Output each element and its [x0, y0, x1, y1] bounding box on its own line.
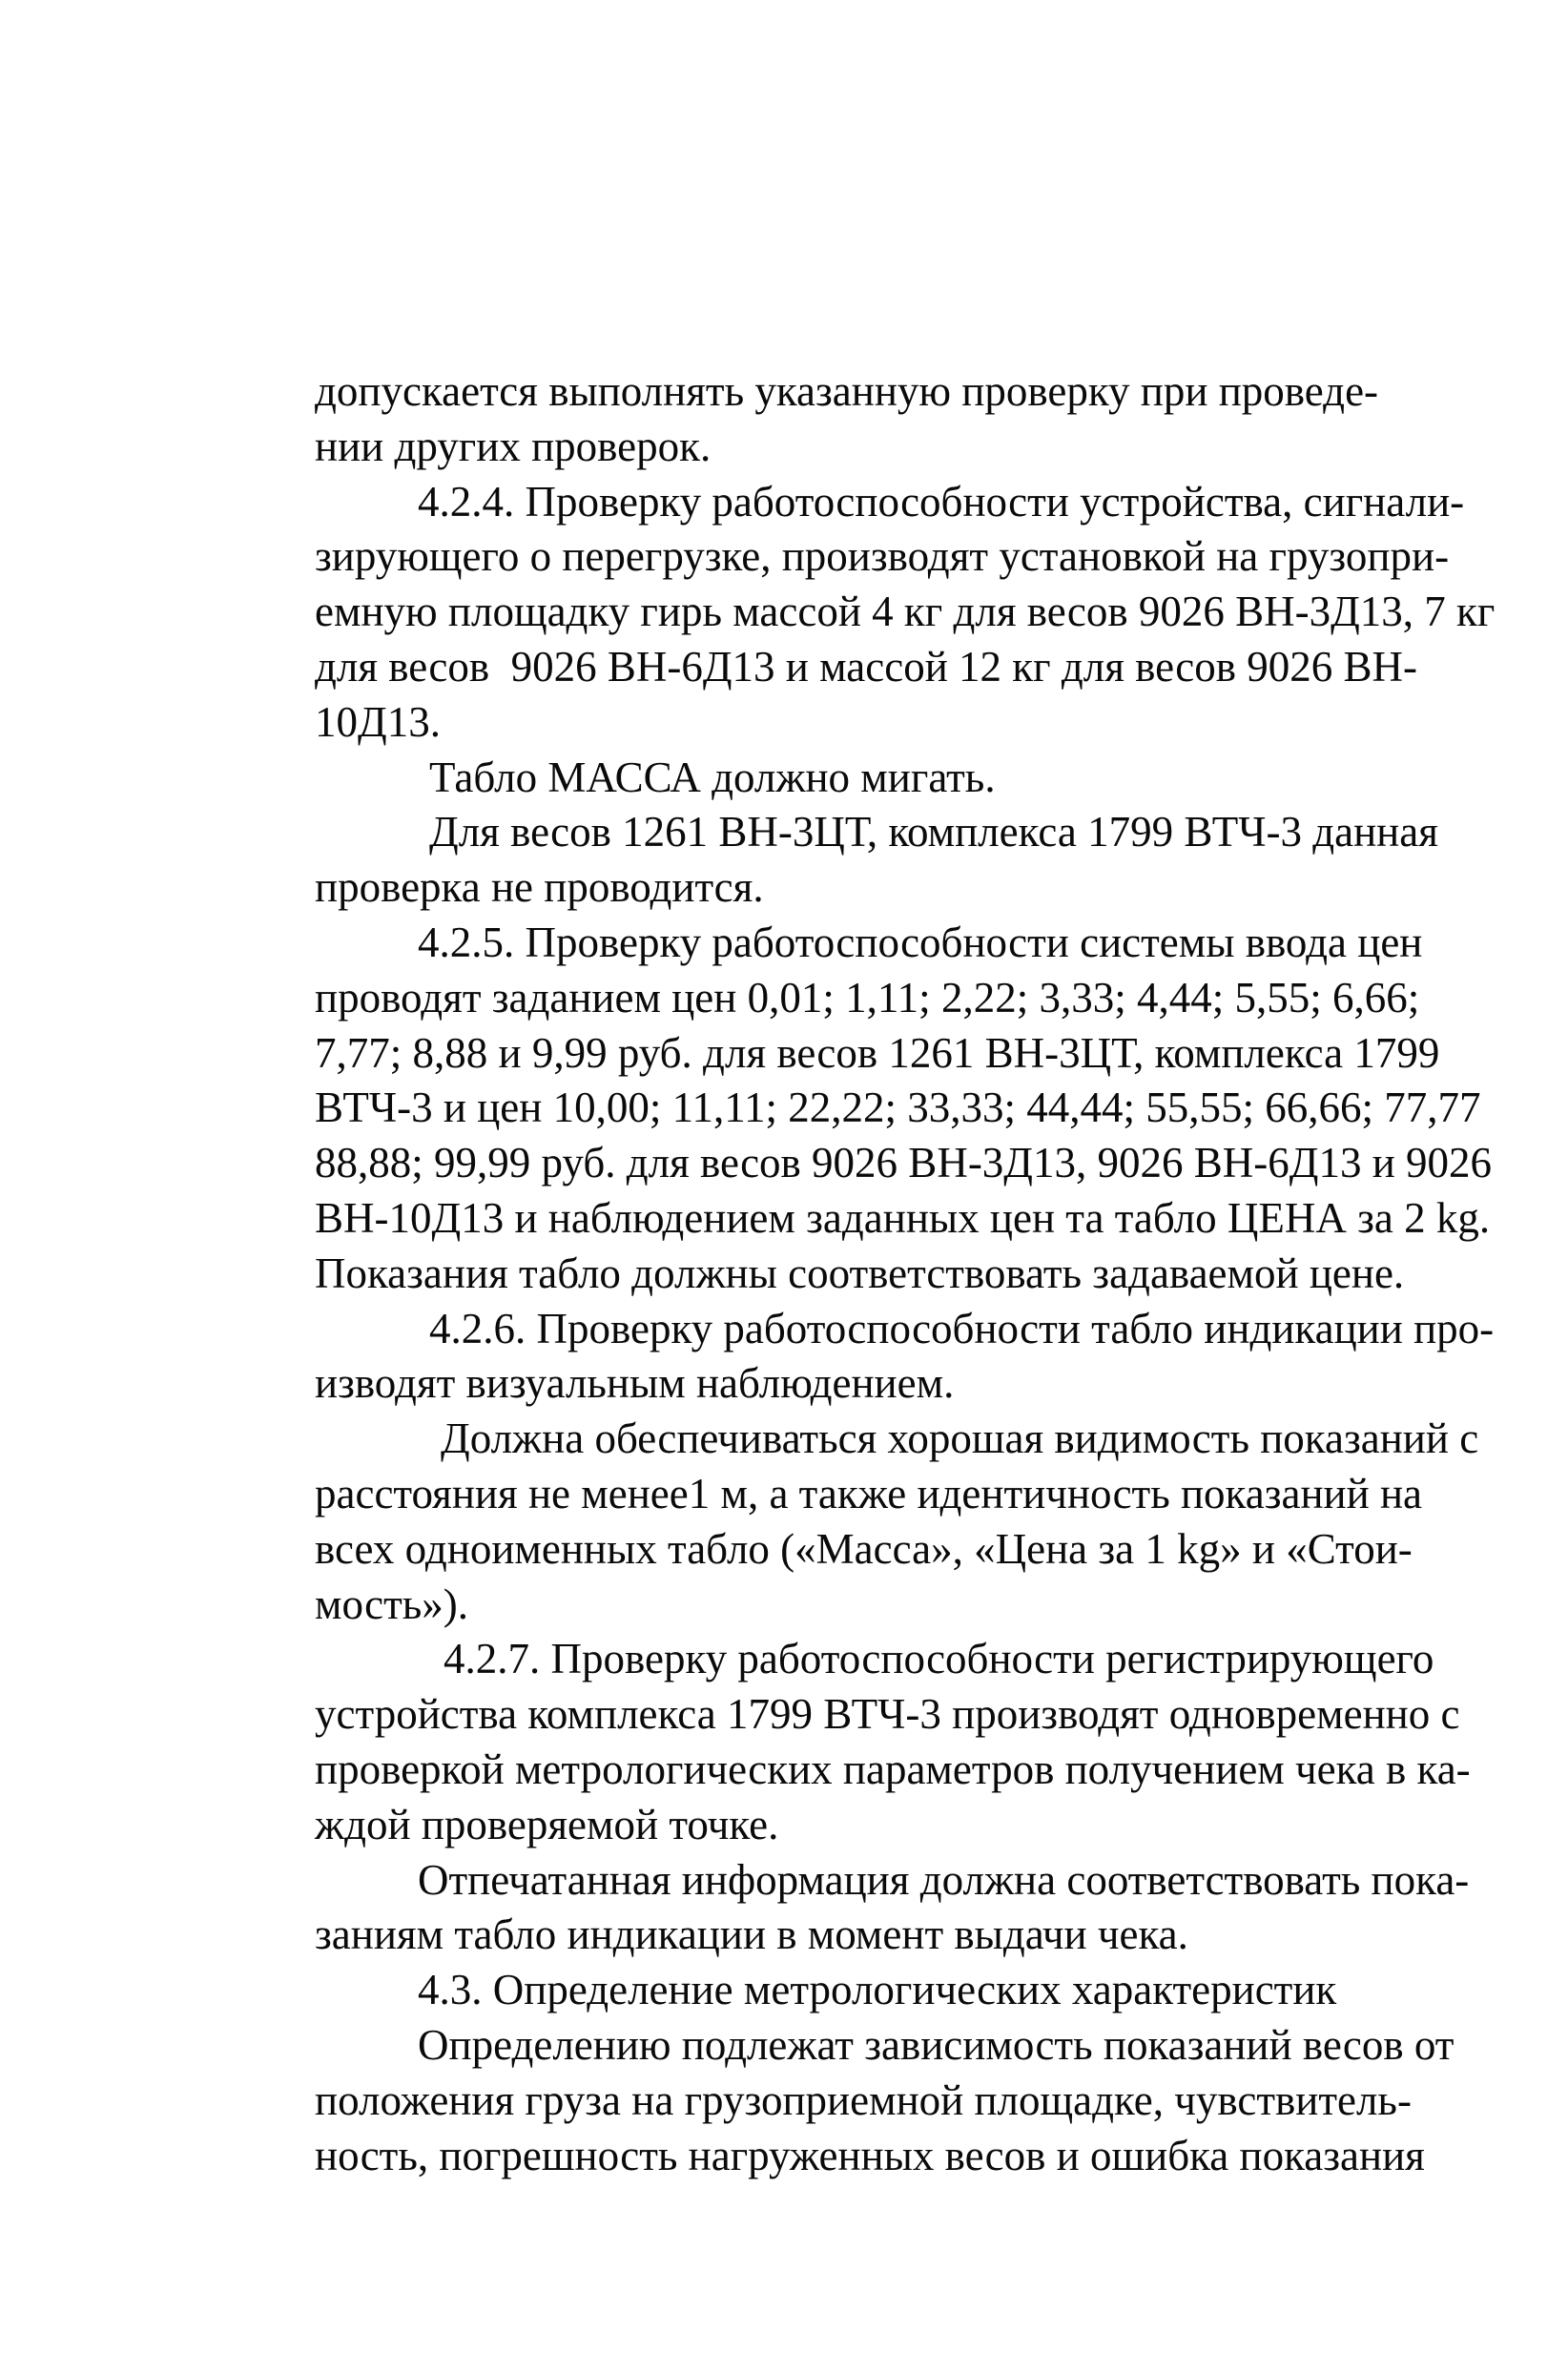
text-line: Табло МАССА должно мигать. [429, 753, 996, 801]
text-line: ность, погрешность нагруженных весов и ошибка показания [315, 2131, 1425, 2179]
text-line: Должна обеспечиваться хорошая видимость показаний с [441, 1414, 1479, 1463]
text-line: проверкой метрологических параметров получением чека в ка- [315, 1744, 1471, 1793]
text-line: устройства комплекса 1799 ВТЧ-3 производят одновременно с [315, 1690, 1460, 1739]
text-line: проверка не проводится. [315, 863, 764, 912]
text-line: мость»). [315, 1579, 468, 1628]
text-line: ВН-10Д13 и наблюдением заданных цен та табло ЦЕНА за 2 kg. [315, 1193, 1491, 1242]
text-line: 7,77; 8,88 и 9,99 руб. для весов 1261 ВН-3ЦТ, комплекса 1799 [315, 1028, 1440, 1077]
text-line: изводят визуальным наблюдением. [315, 1359, 955, 1408]
text-line: Определению подлежат зависимость показаний весов от [418, 2020, 1455, 2069]
text-line: всех одноименных табло («Масса», «Цена за 1 kg» и «Стои- [315, 1524, 1413, 1573]
document-page [315, 364, 1555, 2183]
section-4-2-5-heading: 4.2.5. Проверку работоспособности системы ввода цен [418, 918, 1423, 966]
text-line: допускается выполнять указанную проверку при проведе- [315, 367, 1379, 415]
section-4-2-6-heading: 4.2.6. Проверку работоспособности табло индикации про- [429, 1304, 1495, 1352]
text-line: Отпечатанная информация должна соответствовать пока- [418, 1855, 1470, 1904]
section-4-2-4-heading: 4.2.4. Проверку работоспособности устройства, сигнали- [418, 477, 1465, 526]
text-line: проводят заданием цен 0,01; 1,11; 2,22; 3,33; 4,44; 5,55; 6,66; [315, 973, 1420, 1022]
text-line: нии других проверок. [315, 422, 712, 470]
text-line: 88,88; 99,99 руб. для весов 9026 ВН-3Д13, 9026 ВН-6Д13 и 9026 [315, 1139, 1493, 1187]
text-line: ждой проверяемой точке. [315, 1800, 779, 1848]
text-line: Для весов 1261 ВН-3ЦТ, комплекса 1799 ВТЧ-3 данная [429, 808, 1438, 857]
text-line: заниям табло индикации в момент выдачи чека. [315, 1910, 1188, 1959]
section-4-2-7-heading: 4.2.7. Проверку работоспособности регистрирующего [444, 1635, 1434, 1683]
text-line: для весов 9026 ВН-6Д13 и массой 12 кг для весов 9026 ВН- [315, 642, 1417, 691]
text-line: зирующего о перегрузке, производят установкой на грузопри- [315, 532, 1450, 581]
text-line: расстояния не менее1 м, а также идентичность показаний на [315, 1469, 1423, 1517]
text-line: Показания табло должны соответствовать задаваемой цене. [315, 1249, 1405, 1297]
text-line: емную площадку гирь массой 4 кг для весов 9026 ВН-3Д13, 7 кг [315, 588, 1496, 636]
text-line: 10Д13. [315, 697, 441, 746]
section-4-3-heading: 4.3. Определение метрологических характеристик [418, 1966, 1337, 2014]
text-line: положения груза на грузоприемной площадке, чувствитель- [315, 2075, 1412, 2124]
text-line: ВТЧ-3 и цен 10,00; 11,11; 22,22; 33,33; 44,44; 55,55; 66,66; 77,77 [315, 1084, 1481, 1132]
